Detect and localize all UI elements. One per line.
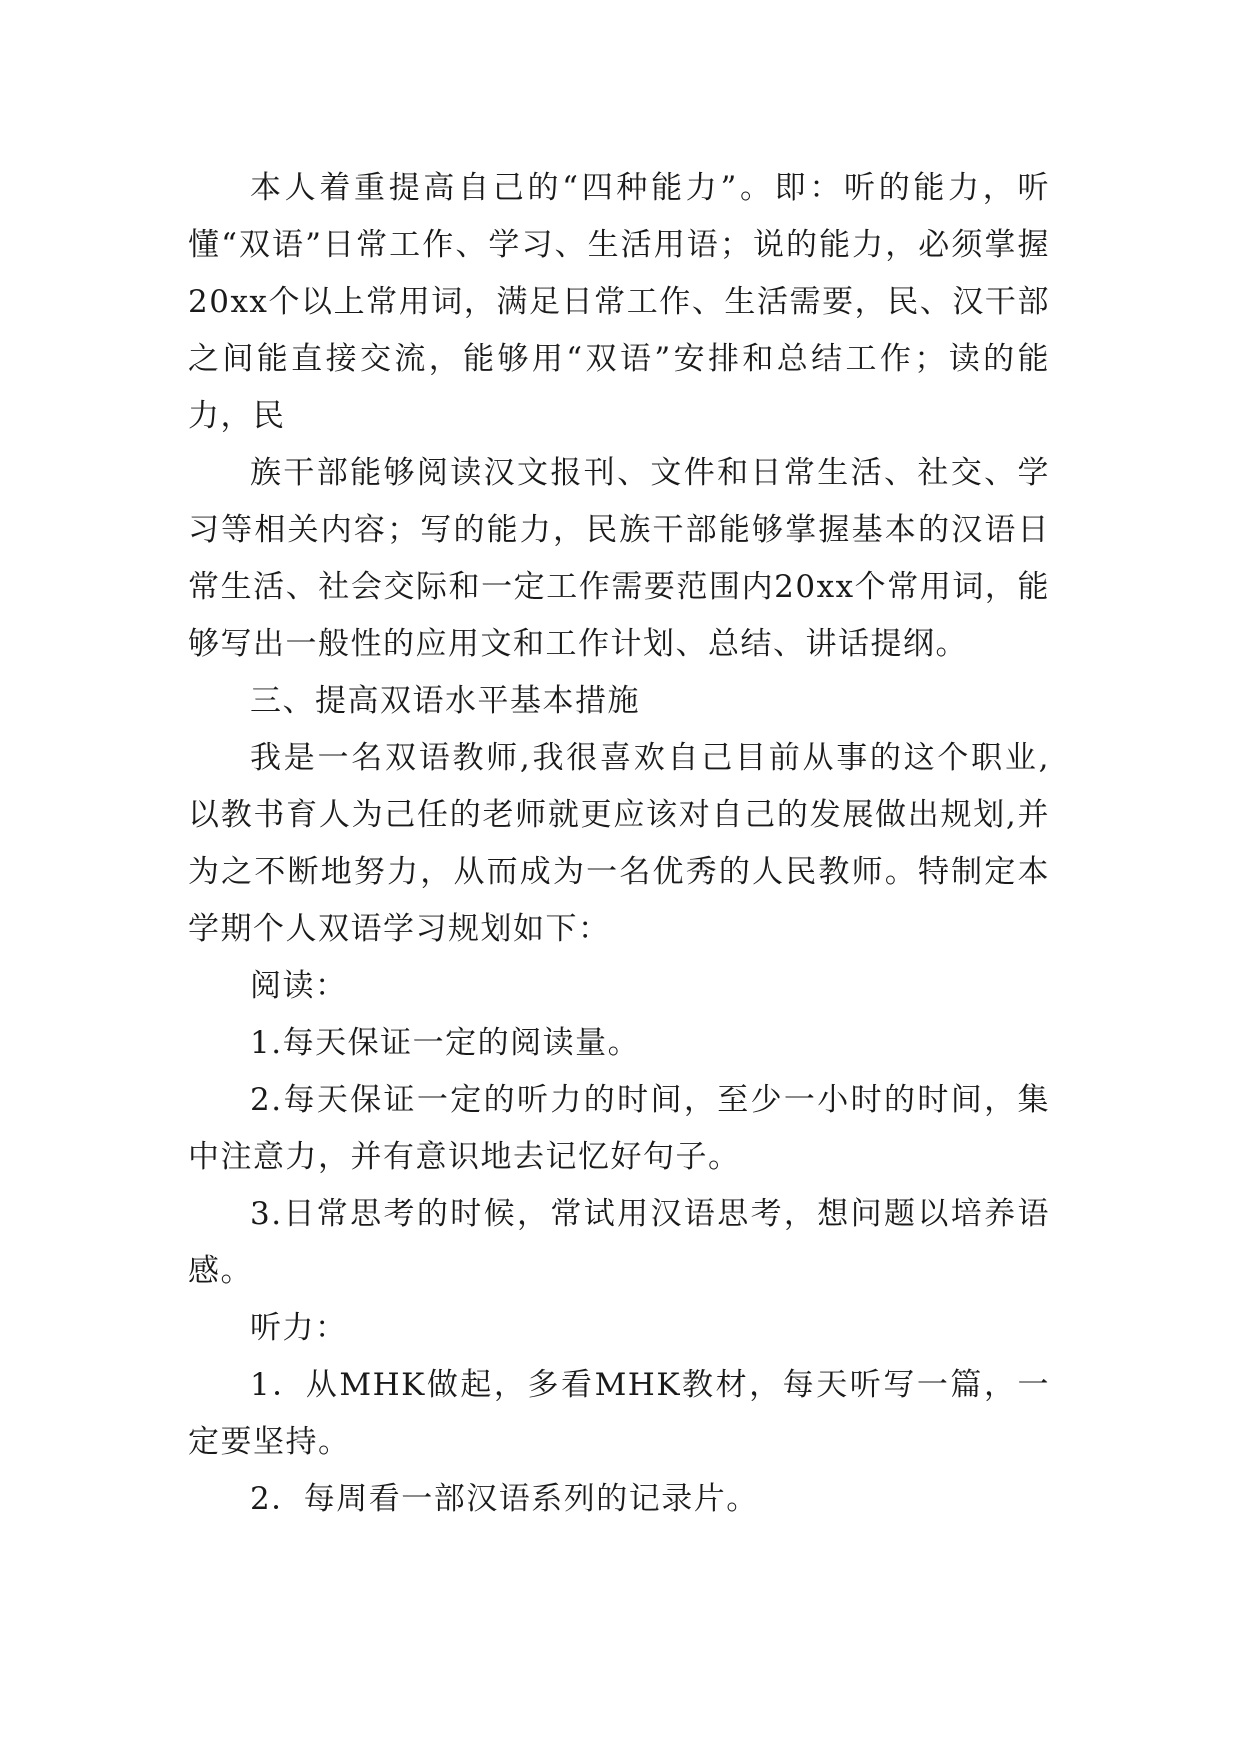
subheading-listening: 听力：: [250, 1310, 348, 1346]
list-item-listening-2: 2．每周看一部汉语系列的记录片。: [250, 1481, 759, 1517]
paragraph-four-abilities: 本人着重提高自己的“四种能力”。即：听的能力，听懂“双语”日常工作、学习、生活用语；说的能力，必须掌握20xx个以上常用词，满足日常工作、生活需要，民、汉干部之间能直接交流，能够用“双语”安排和总结工作；读的能力，民: [188, 170, 1050, 434]
paragraph-reading-writing-abilities: 族干部能够阅读汉文报刊、文件和日常生活、社交、学习等相关内容；写的能力，民族干部能够掌握基本的汉语日常生活、社会交际和一定工作需要范围内20xx个常用词，能够写出一般性的应用文和工作计划、总结、讲话提纲。: [188, 455, 1050, 662]
list-item-reading-3: 3.日常思考的时候，常试用汉语思考，想问题以培养语感。: [188, 1196, 1050, 1289]
list-item-listening-1: 1．从MHK做起，多看MHK教材，每天听写一篇，一定要坚持。: [188, 1367, 1050, 1460]
subheading-reading: 阅读：: [250, 968, 348, 1004]
paragraph-teacher-plan: 我是一名双语教师,我很喜欢自己目前从事的这个职业,以教书育人为己任的老师就更应该对自己的发展做出规划,并为之不断地努力，从而成为一名优秀的人民教师。特制定本学期个人双语学习规划如下：: [188, 740, 1050, 947]
section-heading-measures: 三、提高双语水平基本措施: [250, 683, 640, 719]
document-page: [188, 160, 1050, 1528]
list-item-reading-1: 1.每天保证一定的阅读量。: [250, 1025, 641, 1061]
list-item-reading-2: 2.每天保证一定的听力的时间，至少一小时的时间，集中注意力，并有意识地去记忆好句子。: [188, 1082, 1050, 1175]
